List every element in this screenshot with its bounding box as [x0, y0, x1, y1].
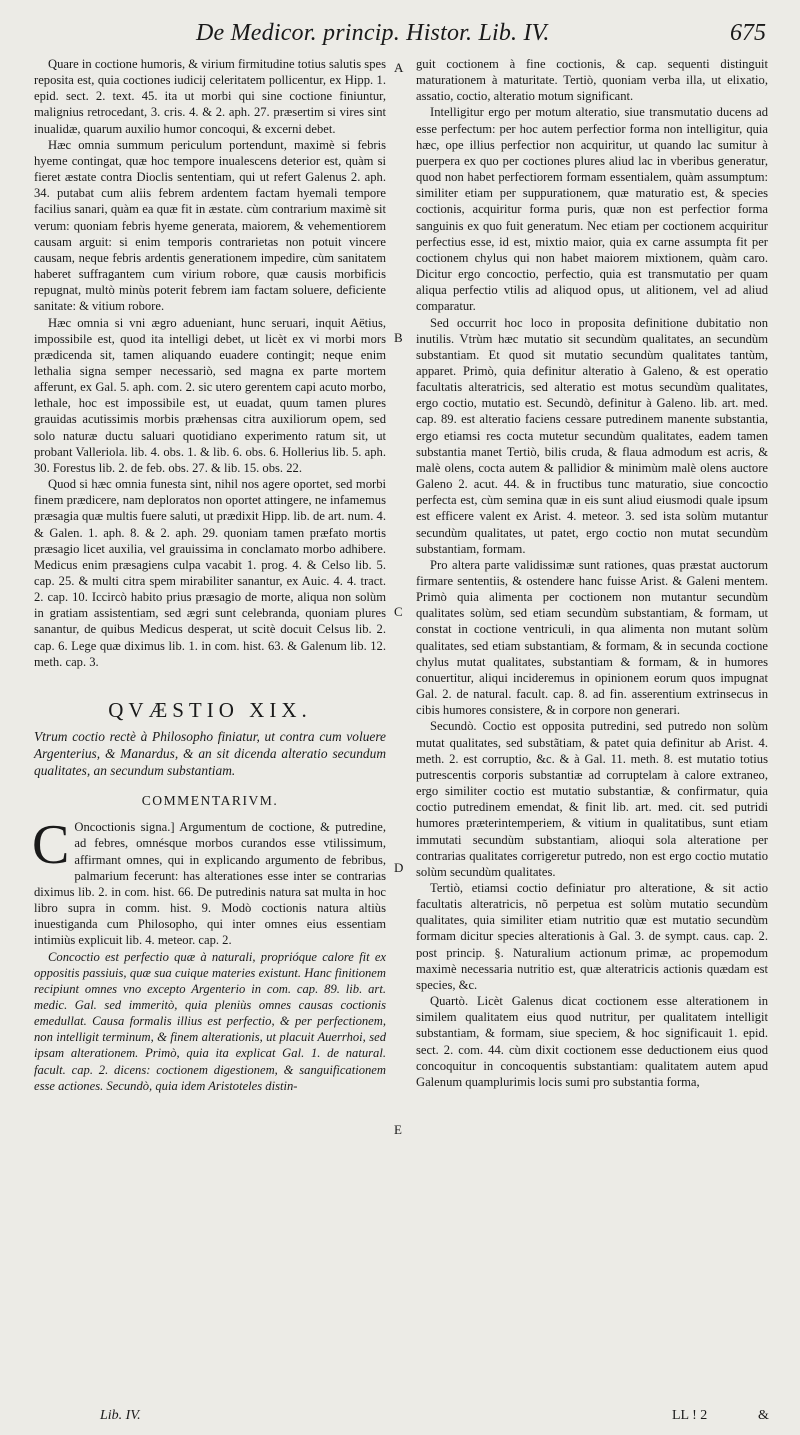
margin-marker-a: A: [394, 60, 404, 75]
paragraph: Tertiò, etiamsi coctio definiatur pro alteratione, & sit actio facultatis alteratricis, nõ perpetua est solùm mutatio secundùm qualitates, quia similiter etiam nutritio quæ est mutatio secundùm formam dicitur species alterationis à Gal. 3. de sympt. caus. cap. 2. post princip. §. Naturalium actionum primæ, ac propemodum maximè necessaria nutritio est, quæ alteratricis actionis quædam est species, &c.: [416, 880, 768, 992]
running-header: [0, 20, 800, 54]
quaestio-heading: QVÆSTIO XIX.: [108, 697, 312, 722]
paragraph: Concoctio est perfectio quæ à naturali, proprióque calore fit ex oppositis passiuis, quæ sua cuique materies existunt. Hanc finitionem recipiunt omnes vno excepto Argenterio in com. cap. 89. lib. art. medic. Gal. sed immeritò, quia pleniùs omnes causas coctionis emedullat. Causa formalis illius est perfectio, & per perfectionem, non intelligit terminum, & finem alterationis, ut placuit Auerrhoi, sed ipsam alterationem. Primò, quia ita explicat Gal. 1. de natural. facult. cap. 2. dicens: coctionem digestionem, & sanguificationem esse actiones. Secundò, quia idem Aristoteles distin-: [34, 949, 386, 1093]
margin-marker-b: B: [394, 330, 403, 345]
catchword: &: [758, 1408, 769, 1423]
paragraph: Hæc omnia summum periculum portendunt, maximè si febris hyeme contingat, quæ hoc tempore inualescens deterior est, quàm si fieret æstate contra Dioclis sententiam, qui ut refert Galenus 2. aph. 34. putabat cum aliis febrem ardentem factam hyemali tempore facilius sanari, quàm ea quæ fit in æstate. cùm contrarium maximè sit verum: quoniam febris hyeme generata, maiorem, & vehementiorem causam arguit: si enim temporis contrarietas non potuit vincere causam, neque febris ardentis generationem impedire, cùm sanitatem haberet suffragantem cum virium robore, quæ causis morbificis repugnat, multò minùs poterit febrem iam factam soluere, deficiente sanitate: & vitium robore.: [34, 137, 386, 314]
margin-marker-e: E: [394, 1122, 402, 1137]
left-column: [34, 56, 386, 1094]
running-title: De Medicor. princip. Histor. Lib. IV.: [196, 20, 550, 46]
paragraph: Intelligitur ergo per motum alteratio, siue transmutatio ducens ad esse perfectum: per hoc autem perfectior forma non intelligitur, quia hæc, ope illius perfectior non acquiritur, ut quando lac sumitur à puerpera ex quo per coctiones plures aliud lac in vberibus generatur, quod non habet perfectiorem formam essentialem, quàm assumptum: similiter etiam per suppurationem, quæ maturatio est, & species coctionis, acquiritur forma puris, quæ non est perfectior forma sanguinis ex quo fuit generatum. Nec etiam per coctionem acquiritur perfectius esse, id est, mixtio maior, quia ex carne assumpta fit per coctionem chylus qui non habet maiorem mixtionem, quàm caro. Dicitur ergo concoctio, perfectio, quia est transmutatio per quam aliqua perfectio vtilis ad aliquod opus, ut alitionem, vel ad aliud comparatur.: [416, 105, 768, 314]
page-footer: [0, 1408, 800, 1428]
paragraph-text: Oncoctionis signa.] Argumentum de coctione, & putredine, ad febres, omnésque morbos curandos esse vtilissimum, affirmant omnes, qui in explicando argumento de febribus, palmarium fecerunt: has alterationes esse inter se contrarias diximus lib. 2. in com. hist. 66. De putredinis natura sat multa in hoc libro supra in comm. hist. 9. Modò coctionis natura altiùs inuestiganda cum Philosopho, qui inter omnes eius essentiam intimiùs explicuit lib. 4. meteor. cap. 2.: [34, 820, 386, 948]
drop-cap: C: [32, 814, 70, 877]
paragraph: Sed occurrit hoc loco in proposita definitione dubitatio non inutilis. Vtrùm hæc mutatio sit secundùm qualitates, an secundùm substantiam. Et quod sit mutatio secundùm qualitates tantùm, apparet. Primò, quia definitur alteratio à Galeno, & est operatio facultatis alteratricis, sed alteratio est motus secundùm qualitates, ergo coctio, mutatio est. Secundò, definitur à Galeno. lib. art. med. cap. 89. est alteratio faciens cessare putredinem manente substantia, ergo etiamsi res cocta mutetur secundùm qualitates, eadem tamen substantia manet Tertiò, bilis cruda, & flaua admodum est acris, & malè olens, cocta autem & pallidior & minimùm malè olens auctore Galeno 2. acut. 44. & in fructibus tunc maturatio, siue concoctio perfecta est, cùm semina quæ in eis sunt aliud eiusmodi quale ipsum est efficere valent ex Arist. 4. meteor. 3. sed ista solùm mutantur secundùm qualitates, ut patet, ergo coctio non mutat secundùm substantiam, formam.: [416, 315, 768, 556]
paragraph: guit coctionem à fine coctionis, & cap. sequenti distinguit maturationem à maturitate. Tertiò, quoniam verba illa, ut elixatio, assatio, coctio, alteratio motum significant.: [416, 57, 768, 104]
paragraph-with-dropcap: [32, 814, 386, 948]
commentarium-heading: COMMENTARIVM.: [141, 793, 279, 809]
paragraph: Pro altera parte validissimæ sunt rationes, quas præstat auctorum firmare sententiis, & ostendere hanc fuisse Arist. & Galeni mentem. Primò quia alimenta per coctionem non mutantur secundùm qualitates solùm, sed etiam secundùm substantiam, & formam, ut constat in coctione ventriculi, in qua alimenta non mutant solùm qualitates, sed etiam substantiam, & formam, & in secunda coctione chylus mutat qualitates, substantiam & formam, & in humores conuertitur, aliqui incideremus in opinionem eorum quos impugnat Gal. 2. de natural. facult. cap. 8. ad fin. asserentium extrinsecus in cibis humores consistere, & in corpore non generari.: [416, 557, 768, 718]
paragraph: Quod si hæc omnia funesta sint, nihil nos agere oportet, sed morbi finem prædicere, nam deploratos non oportet attingere, ne infamemus præsagia quæ multis fuere saluti, ut prædixit Hipp. lib. de art. num. 4. & Galen. 1. aph. 8. & 2. aph. 29. quoniam tamen præfato mortis præsagio licet auxilia, vel grauissima in conclamato morbo adhibere. Medicus enim præsagiens culpa vacabit 1. prog. 4. & Celso lib. 5. cap. 25. & multi citra spem mirabiliter sanantur, ex Auic. 4. 4. tract. 2. cap. 10. Iccircò habito prius præsagio de morte, aliqua non solùm in gratiam assistentiam, sed ægri sunt celebranda, quoniam plures sanantur, de quibus Medicus desperat, ut scitè docuit Celsus lib. 2. cap. 6. Lege quæ diximus lib. 1. in com. hist. 63. & Galenum lib. 12. meth. cap. 3.: [34, 477, 386, 669]
page-number: 675: [730, 20, 766, 46]
margin-marker-c: C: [394, 604, 403, 619]
paragraph: Hæc omnia si vni ægro adueniant, hunc seruari, inquit Aëtius, impossibile est, quod ita intelligi debet, ut licèt ex vi morbi mors prædicenda sit, tamen aliquando euadere contingit; neque enim lethalia signa semper necessariò, sed magna ex parte mortem afferunt, ex Gal. 5. aph. com. 2. sic utero gerentem capi acuto morbo, lethale, hoc est impossibile est, ut euadat, quum tamen plures grauidas acutissimis morbis præhensas citra auxiliorum opem, sed solo naturæ ductu saluari quotidiano experimento ratum sit, ut probant Valleriola. lib. 4. obs. 1. & lib. 6. obs. 6. Hollerius lib. 5. aph. 30. Forestus lib. 2. de feb. obs. 27. & lib. 15. obs. 22.: [34, 315, 386, 475]
paragraph: Secundò. Coctio est opposita putredini, sed putredo non solùm mutat qualitates, sed substãtiam, & patet quia definitur ab Arist. 4. meth. 2. est corruptio, &c. & à Gal. 11. meth. 8. est mutatio totius putrescentis corporis substantiæ ad corruptelam à calore extraneo, ergo similiter coctio est mutatio substantiæ, & confirmatur, quia coctio putredinem emendat, & finit lib. art. med. cit. sed putridi humores præterintemperiem, & vitium in qualitatibus, sunt etiam immutati secundùm substantiam, alioqui sola alteratione per contrarias qualitates corrigeretur putredo, non est ergo coctio mutatio solùm secundùm qualitates.: [416, 719, 768, 879]
sheet-mark: LL ! 2: [672, 1408, 708, 1423]
margin-marker-d: D: [394, 860, 404, 875]
right-column: [416, 56, 768, 1090]
footer-signature: Lib. IV.: [100, 1408, 141, 1423]
question-text: Vtrum coctio rectè à Philosopho finiatur, ut contra cum voluere Argenterius, & Manardus, & an sit dicenda alteratio secundum qualitates, an secundum substantiam.: [34, 729, 386, 779]
paragraph: Quartò. Licèt Galenus dicat coctionem esse alterationem in similem qualitatem eius quod nutritur, per qualitatem intelligit substantiam, & formam, siue speciem, & hoc significauit 1. epid. sect. 2. com. 44. cùm dixit coctionem esse deductionem eius quod concoquitur in concoquentis substantiam: qualitatem autem apud Galenum quamplurimis locis sumi pro substantia forma,: [416, 994, 768, 1089]
paragraph: Quare in coctione humoris, & virium firmitudine totius salutis spes reposita est, quia coctiones iudicij celeritatem pollicentur, ex Hipp. 1. epid. sect. 2. text. 45. ita ut morbi qui sine coctione finiuntur, malignius retrocedant, 3. cris. 4. & 2. aph. 27. præsertim si vires sint inualidæ, quarum auxilio humor concoqui, & excerni debet.: [34, 57, 386, 136]
